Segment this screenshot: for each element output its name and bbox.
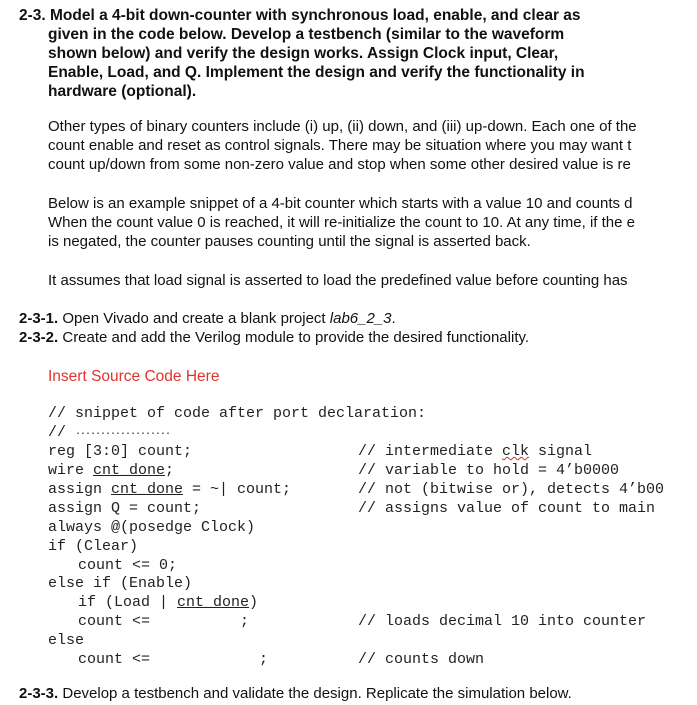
- insert-source-code-label: Insert Source Code Here: [48, 368, 220, 385]
- code-count-load-semicolon: ;: [240, 613, 250, 630]
- assign1-cnt-done: cnt_done: [111, 481, 184, 498]
- para3: It assumes that load signal is asserted to load the predefined value before counting has: [48, 272, 628, 289]
- code-wire-comment: // variable to hold = 4’b0000: [358, 462, 620, 479]
- task-heading-line-2: given in the code below. Develop a testbench (similar to the waveform: [48, 26, 565, 43]
- step-2-3-3-text: Develop a testbench and validate the design. Replicate the simulation below.: [58, 685, 572, 702]
- para1-line-3: count up/down from some non-zero value and stop when some other desired value is re: [48, 156, 631, 173]
- step-2-3-1-number: 2-3-1.: [19, 310, 59, 327]
- code-assign-q: assign Q = count;: [48, 500, 202, 517]
- code-wire-decl: [48, 461, 174, 480]
- para1-line-1: Other types of binary counters include (i) up, (ii) down, and (iii) up-down. Each one of the: [48, 118, 637, 135]
- task-heading-line-5: hardware (optional).: [48, 83, 197, 100]
- para2-line-2: When the count value 0 is reached, it will re-initialize the count to 10. At any time, if the e: [48, 214, 635, 231]
- step-2-3-3: [19, 684, 572, 703]
- code-down-comment: // counts down: [358, 651, 485, 668]
- code-always: always @(posedge Clock): [48, 519, 256, 536]
- step-2-3-1: [19, 309, 396, 328]
- reg-comment-a: // intermediate: [358, 443, 503, 460]
- code-comment-dotted-line: ...................: [75, 427, 171, 438]
- code-if-load: [78, 593, 258, 612]
- code-count-load: count <=: [78, 613, 151, 630]
- reg-comment-clk: clk: [502, 443, 530, 460]
- task-heading-line-1: 2-3. Model a 4-bit down-counter with synchronous load, enable, and clear as: [19, 7, 581, 24]
- code-count-down-semicolon: ;: [259, 651, 269, 668]
- project-name: lab6_2_3: [329, 310, 392, 327]
- code-count-down: count <=: [78, 651, 151, 668]
- if-load-a: if (Load |: [78, 594, 178, 611]
- step-2-3-2-text: Create and add the Verilog module to provide the desired functionality.: [58, 329, 530, 346]
- code-assign-q-comment: // assigns value of count to main: [358, 500, 656, 517]
- step-2-3-1-end: .: [391, 310, 396, 327]
- para2-line-1: Below is an example snippet of a 4-bit counter which starts with a value 10 and counts d: [48, 195, 633, 212]
- code-assign-done: [48, 480, 291, 499]
- step-2-3-2: [19, 328, 529, 347]
- reg-comment-b: signal: [529, 443, 593, 460]
- wire-cnt-done: cnt_done: [93, 462, 166, 479]
- code-count-zero: count <= 0;: [78, 557, 178, 574]
- code-comment-slashes: //: [48, 424, 67, 441]
- code-assign-done-comment: // not (bitwise or), detects 4’b00: [358, 481, 665, 498]
- code-else-if: else if (Enable): [48, 575, 193, 592]
- assign1-a: assign: [48, 481, 112, 498]
- wire-b: ;: [165, 462, 175, 479]
- if-load-b: ): [249, 594, 259, 611]
- if-load-cnt-done: cnt_done: [177, 594, 250, 611]
- wire-a: wire: [48, 462, 94, 479]
- code-else: else: [48, 632, 85, 649]
- assign1-b: = ~| count;: [183, 481, 292, 498]
- para2-line-3: is negated, the counter pauses counting until the signal is asserted back.: [48, 233, 531, 250]
- step-2-3-3-number: 2-3-3.: [19, 685, 59, 702]
- code-reg-comment: [358, 442, 592, 461]
- code-comment-dots: [48, 423, 170, 442]
- step-2-3-1-text: Open Vivado and create a blank project: [58, 310, 330, 327]
- para1-line-2: count enable and reset as control signals. There may be situation where you may want t: [48, 137, 632, 154]
- task-heading-line-4: Enable, Load, and Q. Implement the design and verify the functionality in: [48, 64, 585, 81]
- code-load-comment: // loads decimal 10 into counter: [358, 613, 647, 630]
- task-heading-line-3: shown below) and verify the design works. Assign Clock input, Clear,: [48, 45, 559, 62]
- step-2-3-2-number: 2-3-2.: [19, 329, 59, 346]
- code-if-clear: if (Clear): [48, 538, 139, 555]
- code-reg-decl: reg [3:0] count;: [48, 443, 193, 460]
- code-comment-header: // snippet of code after port declaration:: [48, 405, 427, 422]
